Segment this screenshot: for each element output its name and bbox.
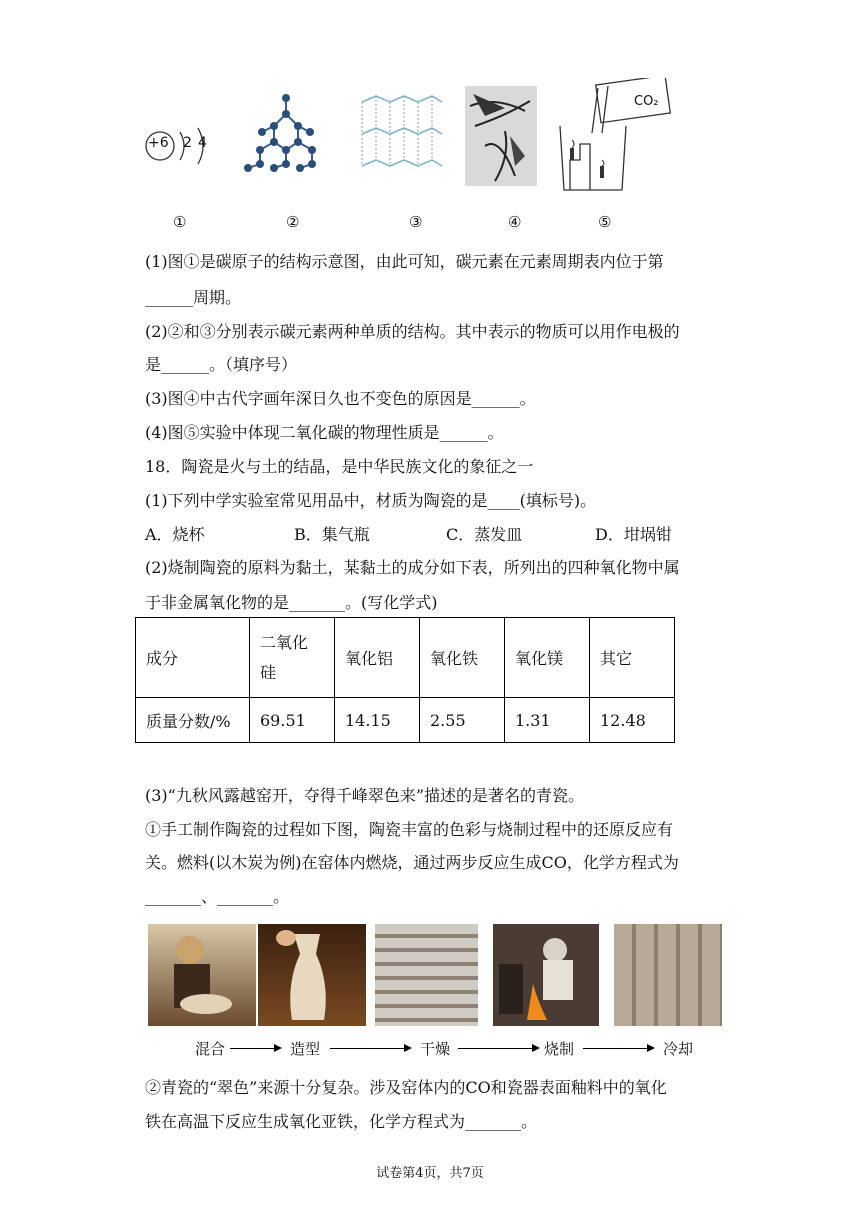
table-cell: 1.31 [505,698,590,743]
q18-part1: (1)下列中学实验室常见用品中，材质为陶瓷的是____(填标号)。 [145,491,597,510]
shell-1-label: 2 [183,135,192,151]
figure-number-4: ④ [508,213,522,231]
page-footer: 试卷第4页，共7页 [376,1166,484,1181]
table-header-text: 二氧化硅 [260,632,309,682]
co2-label: CO₂ [634,94,659,109]
q17-part3: (3)图④中古代字画年深日久也不变色的原因是______。 [145,389,536,408]
process-label-firing: 烧制 [544,1040,575,1058]
table-cell: 质量分数/% [136,698,250,743]
q18-option-b: B．集气瓶 [294,525,370,544]
process-label-mixing: 混合 [195,1040,226,1058]
process-label-cooling: 冷却 [663,1040,694,1058]
process-photo-shaping [258,924,366,1026]
table-cell: 69.51 [250,698,335,743]
composition-table [135,617,675,743]
q18-part3-2-line2: 铁在高温下反应生成氧化亚铁，化学方程式为_______。 [145,1112,538,1131]
table-row [136,698,675,743]
q18-part3-2-line1: ②青瓷的“翠色”来源十分复杂。涉及窑体内的CO和瓷器表面釉料中的氧化 [145,1078,667,1097]
q18-part3-1-line2: 关。燃料(以木炭为例)在窑体内燃烧，通过两步反应生成CO，化学方程式为 [145,853,679,872]
table-cell: 14.15 [335,698,420,743]
figure-diamond-structure [238,92,323,174]
table-header-cell: 氧化铝 [335,618,420,698]
process-arrow [330,1048,410,1049]
table-cell: 12.48 [590,698,675,743]
process-photo-cooling [614,924,722,1026]
figure-ancient-painting [465,86,537,186]
q18-part3-1-line1: ①手工制作陶瓷的过程如下图，陶瓷丰富的色彩与烧制过程中的还原反应有 [145,820,674,839]
q18-part2-line1: (2)烧制陶瓷的原料为黏土，某黏土的成分如下表，所列出的四种氧化物中属 [145,558,680,577]
process-photo-firing [493,924,599,1026]
q17-part4: (4)图⑤实验中体现二氧化碳的物理性质是______。 [145,423,504,442]
table-header-cell: 氧化铁 [420,618,505,698]
process-arrow [458,1048,538,1049]
q17-part2-line1: (2)②和③分别表示碳元素两种单质的结构。其中表示的物质可以用作电极的 [145,322,680,341]
process-arrow [583,1048,653,1049]
q18-part3: (3)“九秋风露越窑开，夺得千峰翠色来”描述的是著名的青瓷。 [145,786,585,805]
q18-option-d: D．坩埚钳 [595,525,672,544]
table-cell: 2.55 [420,698,505,743]
figure-carbon-atom [140,118,220,174]
figure-number-3: ③ [409,213,423,231]
figure-graphite-structure [356,92,446,174]
process-photo-drying [375,924,478,1026]
figure-number-5: ⑤ [598,213,612,231]
q18-option-a: A．烧杯 [145,525,205,544]
nucleus-label: +6 [148,135,169,151]
figure-number-2: ② [286,213,300,231]
table-header-cell: 成分 [136,618,250,698]
q17-part2-line2: 是______。（填序号） [145,355,298,374]
q17-part1-line1: (1)图①是碳原子的结构示意图，由此可知，碳元素在元素周期表内位于第 [145,252,664,271]
process-photo-mixing [148,924,256,1026]
table-row [136,618,675,698]
table-header-cell: 氧化镁 [505,618,590,698]
q18-part2-line2: 于非金属氧化物的是_______。(写化学式) [145,593,438,612]
figure-number-1: ① [173,213,187,231]
shell-2-label: 4 [198,135,207,151]
process-arrow [230,1048,280,1049]
q18-option-c: C．蒸发皿 [446,525,523,544]
q17-part1-line2: ______周期。 [145,288,242,307]
figure-co2-experiment [556,78,696,196]
process-label-drying: 干燥 [420,1040,451,1058]
process-label-shaping: 造型 [290,1040,321,1058]
q18-part3-1-line3: _______、_______。 [145,887,290,906]
q18-title: 18．陶瓷是火与土的结晶，是中华民族文化的象征之一 [145,457,534,476]
table-header-cell: 其它 [590,618,675,698]
table-header-cell [250,618,335,698]
